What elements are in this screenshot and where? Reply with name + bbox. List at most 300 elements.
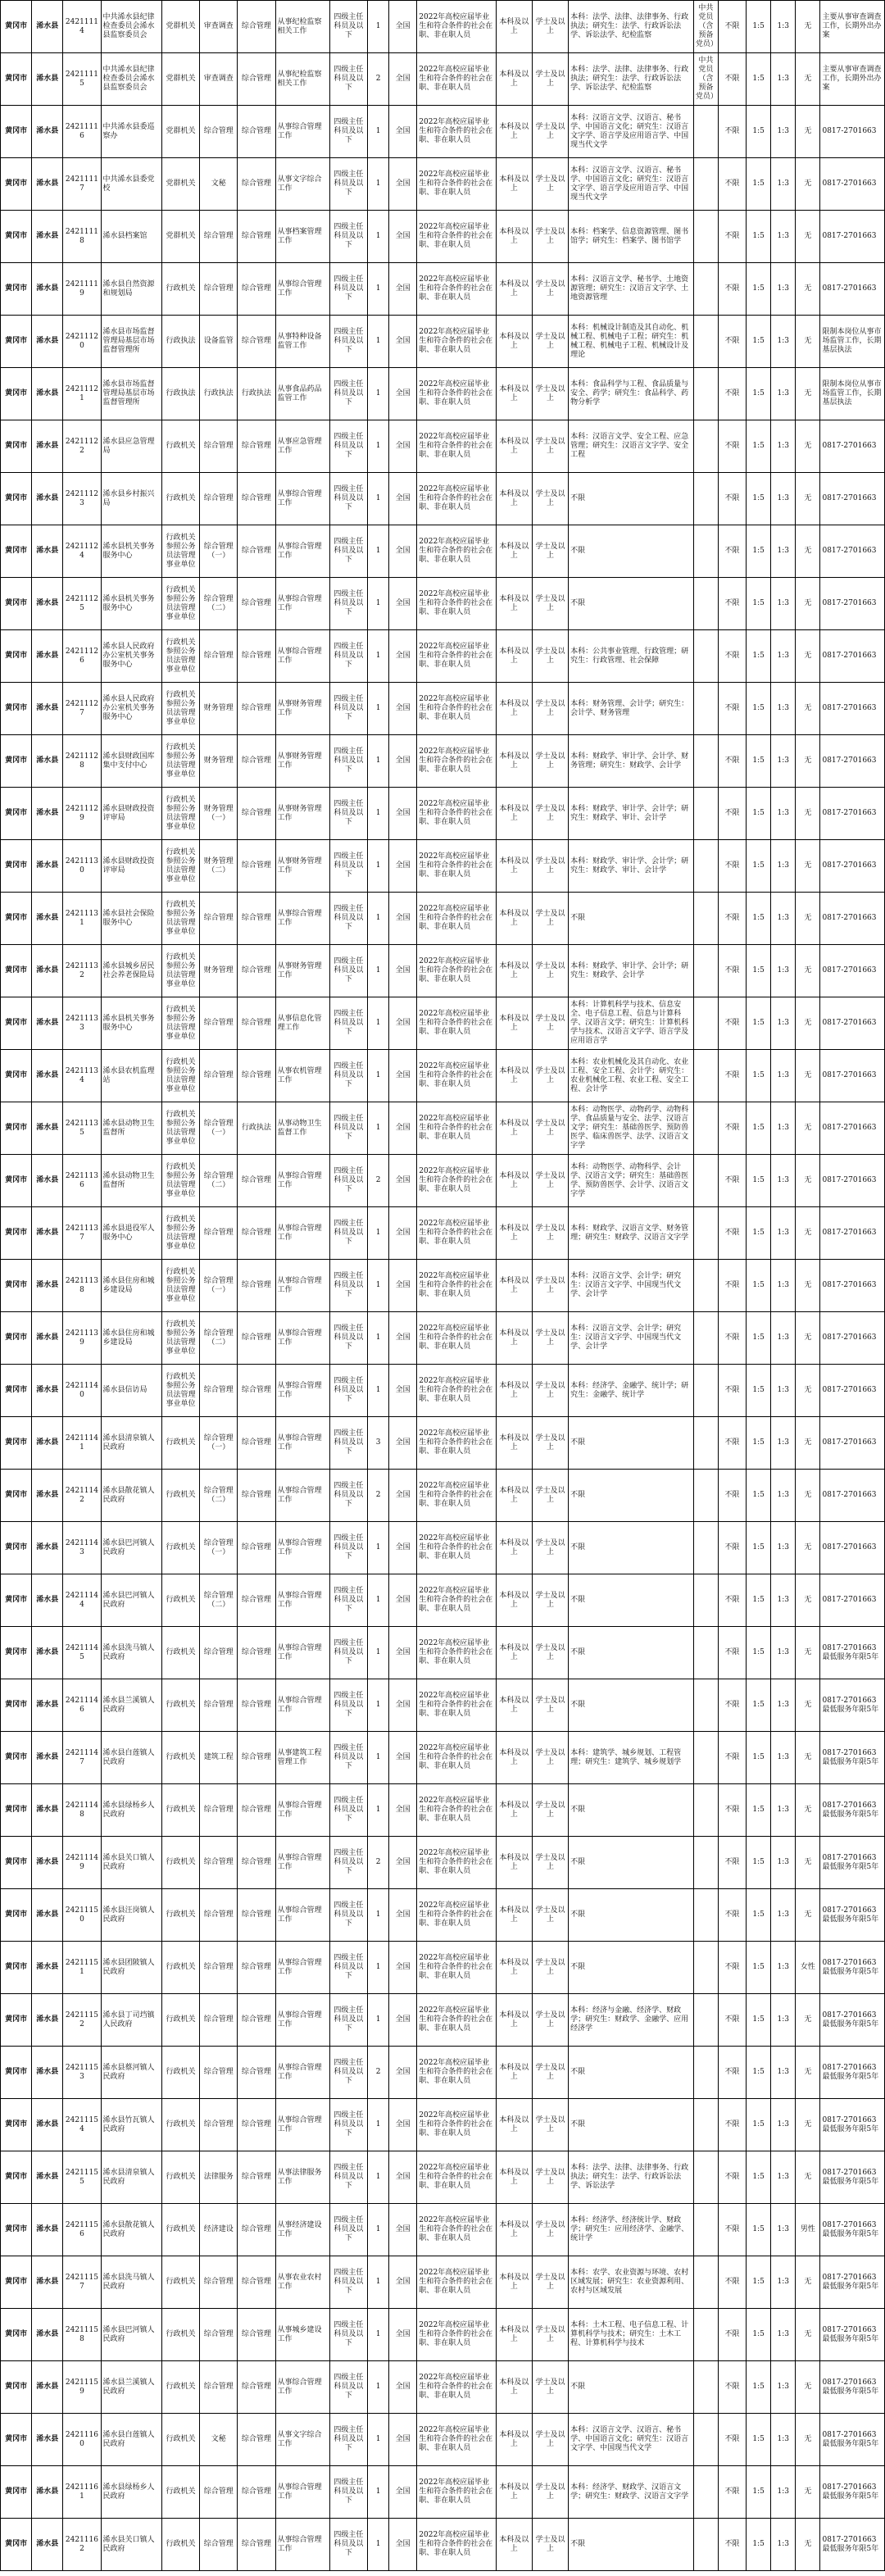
city-cell: 黄冈市 (1, 2361, 32, 2414)
education-cell: 本科及以上 (496, 1102, 532, 1155)
degree-cell: 学士及以上 (532, 1627, 568, 1679)
exam-ratio-cell: 1:3 (771, 1155, 796, 1207)
exam-ratio-cell: 1:3 (771, 1365, 796, 1417)
rank-cell: 四级主任科员及以下 (329, 1942, 367, 1994)
unit-name-cell: 浠水县财政国库集中支付中心 (101, 735, 161, 788)
other-requirements-cell: 无 (796, 473, 820, 525)
position-category-cell: 综合管理 (238, 788, 275, 840)
position-category-cell: 综合管理 (238, 1942, 275, 1994)
unit-type-cell: 行政机关 (161, 1784, 199, 1837)
position-name-cell: 综合管理（一） (200, 1102, 238, 1155)
duties-cell: 从事财务管理工作 (275, 788, 329, 840)
rank-cell: 四级主任科员及以下 (329, 1417, 367, 1470)
degree-cell: 学士及以上 (532, 473, 568, 525)
table-row (1, 2204, 885, 2256)
city-cell: 黄冈市 (1, 1627, 32, 1679)
rank-cell: 四级主任科员及以下 (329, 525, 367, 578)
political-status-cell (693, 525, 718, 578)
rank-cell: 四级主任科员及以下 (329, 2361, 367, 2414)
contact-cell: 0817-2701663 最低服务年限5年 (820, 2204, 885, 2256)
education-cell: 本科及以上 (496, 1155, 532, 1207)
count-cell: 1 (368, 1732, 389, 1784)
region-cell: 全国 (389, 106, 417, 158)
political-status-cell (693, 368, 718, 420)
education-cell: 本科及以上 (496, 420, 532, 473)
applicant-scope-cell: 2022年高校应届毕业生和符合条件的社会在职、非在职人员 (417, 2256, 496, 2309)
count-cell: 1 (368, 368, 389, 420)
position-name-cell: 法律服务 (200, 2151, 238, 2204)
degree-cell: 学士及以上 (532, 2414, 568, 2466)
duties-cell: 从事综合管理工作 (275, 1784, 329, 1837)
county-cell: 浠水县 (32, 945, 63, 997)
count-cell: 1 (368, 2204, 389, 2256)
position-category-cell: 综合管理 (238, 2414, 275, 2466)
unit-type-cell: 行政机关 (161, 1417, 199, 1470)
city-cell: 黄冈市 (1, 1889, 32, 1942)
rank-cell: 四级主任科员及以下 (329, 683, 367, 735)
position-name-cell: 财务管理 (200, 683, 238, 735)
exam-ratio-cell: 1:3 (771, 1784, 796, 1837)
table-row (1, 893, 885, 945)
education-cell: 本科及以上 (496, 2414, 532, 2466)
interview-ratio-cell: 1:5 (747, 630, 771, 683)
count-cell: 1 (368, 1889, 389, 1942)
unit-name-cell: 浠水县巴河镇人民政府 (101, 1522, 161, 1574)
unit-type-cell: 行政机关 (161, 2466, 199, 2519)
duties-cell: 从事综合管理工作 (275, 1942, 329, 1994)
unit-name-cell: 浠水县机关事务服务中心 (101, 578, 161, 630)
education-cell: 本科及以上 (496, 1942, 532, 1994)
contact-cell: 0817-2701663 (820, 997, 885, 1050)
exam-ratio-cell: 1:3 (771, 1574, 796, 1627)
table-row (1, 473, 885, 525)
unit-name-cell: 浠水县团陂镇人民政府 (101, 1942, 161, 1994)
other-requirements-cell: 无 (796, 263, 820, 316)
exam-ratio-cell: 1:3 (771, 1, 796, 53)
position-code-cell: 24211126 (63, 630, 101, 683)
contact-cell: 0817-2701663 (820, 106, 885, 158)
region-cell: 全国 (389, 1, 417, 53)
position-code-cell: 24211152 (63, 1994, 101, 2047)
table-row (1, 158, 885, 211)
political-status-cell (693, 1627, 718, 1679)
applicant-scope-cell: 2022年高校应届毕业生和符合条件的社会在职、非在职人员 (417, 420, 496, 473)
position-category-cell: 综合管理 (238, 1050, 275, 1102)
duties-cell: 从事综合管理工作 (275, 263, 329, 316)
region-cell: 全国 (389, 1365, 417, 1417)
unit-name-cell: 浠水县住房和城乡建设局 (101, 1312, 161, 1365)
county-cell: 浠水县 (32, 1050, 63, 1102)
interview-ratio-cell: 1:5 (747, 473, 771, 525)
major-requirements-cell: 不限 (569, 1470, 694, 1522)
political-status-cell (693, 2309, 718, 2361)
contact-cell: 0817-2701663 (820, 1417, 885, 1470)
county-cell: 浠水县 (32, 2151, 63, 2204)
position-name-cell: 财务管理（一） (200, 788, 238, 840)
education-cell: 本科及以上 (496, 1889, 532, 1942)
position-code-cell: 24211134 (63, 1050, 101, 1102)
county-cell: 浠水县 (32, 1627, 63, 1679)
position-category-cell: 综合管理 (238, 473, 275, 525)
table-row (1, 263, 885, 316)
region-cell: 全国 (389, 578, 417, 630)
duties-cell: 从事综合管理工作 (275, 1417, 329, 1470)
table-row (1, 735, 885, 788)
exam-ratio-cell: 1:3 (771, 2151, 796, 2204)
table-row (1, 2414, 885, 2466)
interview-ratio-cell: 1:5 (747, 420, 771, 473)
age-cell: 不限 (718, 893, 746, 945)
duties-cell: 从事城乡建设工作 (275, 2309, 329, 2361)
contact-cell: 0817-2701663 最低服务年限5年 (820, 1889, 885, 1942)
education-cell: 本科及以上 (496, 1784, 532, 1837)
duties-cell: 从事文字综合工作 (275, 2414, 329, 2466)
duties-cell: 从事综合管理工作 (275, 2466, 329, 2519)
other-requirements-cell: 无 (796, 2151, 820, 2204)
political-status-cell (693, 1942, 718, 1994)
count-cell: 1 (368, 2309, 389, 2361)
table-row (1, 840, 885, 893)
contact-cell: 0817-2701663 (820, 473, 885, 525)
count-cell: 1 (368, 2466, 389, 2519)
degree-cell: 学士及以上 (532, 1732, 568, 1784)
major-requirements-cell: 本科：土木工程、电子信息工程、计算机科学与技术；研究生：土木工程、计算机科学与技术 (569, 2309, 694, 2361)
position-category-cell: 综合管理 (238, 1994, 275, 2047)
duties-cell: 从事纪检监察相关工作 (275, 1, 329, 53)
major-requirements-cell: 本科：计算机科学与技术、信息安全、电子信息工程、信息与计算科学、汉语言文学；研究生：计算机科学与技术、汉语言文字学、语言学及应用语言学 (569, 997, 694, 1050)
applicant-scope-cell: 2022年高校应届毕业生和符合条件的社会在职、非在职人员 (417, 1102, 496, 1155)
duties-cell: 从事应急管理工作 (275, 420, 329, 473)
applicant-scope-cell: 2022年高校应届毕业生和符合条件的社会在职、非在职人员 (417, 2466, 496, 2519)
interview-ratio-cell: 1:5 (747, 1522, 771, 1574)
position-code-cell: 24211125 (63, 578, 101, 630)
count-cell: 1 (368, 211, 389, 263)
position-category-cell: 综合管理 (238, 1155, 275, 1207)
position-name-cell: 综合管理 (200, 2361, 238, 2414)
county-cell: 浠水县 (32, 2466, 63, 2519)
major-requirements-cell: 不限 (569, 2047, 694, 2099)
position-code-cell: 24211135 (63, 1102, 101, 1155)
contact-cell: 0817-2701663 (820, 525, 885, 578)
rank-cell: 四级主任科员及以下 (329, 1207, 367, 1260)
region-cell: 全国 (389, 2361, 417, 2414)
county-cell: 浠水县 (32, 1155, 63, 1207)
duties-cell: 从事档案管理工作 (275, 211, 329, 263)
position-code-cell: 24211139 (63, 1312, 101, 1365)
interview-ratio-cell: 1:5 (747, 683, 771, 735)
applicant-scope-cell: 2022年高校应届毕业生和符合条件的社会在职、非在职人员 (417, 2519, 496, 2571)
position-name-cell: 行政执法 (200, 368, 238, 420)
table-row (1, 578, 885, 630)
contact-cell: 0817-2701663 (820, 735, 885, 788)
exam-ratio-cell: 1:3 (771, 2099, 796, 2151)
age-cell: 不限 (718, 840, 746, 893)
political-status-cell (693, 1679, 718, 1732)
applicant-scope-cell: 2022年高校应届毕业生和符合条件的社会在职、非在职人员 (417, 1050, 496, 1102)
position-category-cell: 综合管理 (238, 1, 275, 53)
county-cell: 浠水县 (32, 1889, 63, 1942)
contact-cell: 0817-2701663 (820, 1365, 885, 1417)
region-cell: 全国 (389, 2151, 417, 2204)
contact-cell: 0817-2701663 最低服务年限5年 (820, 2047, 885, 2099)
education-cell: 本科及以上 (496, 1732, 532, 1784)
unit-name-cell: 中共浠水县委巡察办 (101, 106, 161, 158)
position-code-cell: 24211117 (63, 158, 101, 211)
age-cell: 不限 (718, 2047, 746, 2099)
position-category-cell: 综合管理 (238, 2151, 275, 2204)
city-cell: 黄冈市 (1, 735, 32, 788)
unit-type-cell: 行政机关 (161, 263, 199, 316)
unit-type-cell: 行政机关 (161, 2256, 199, 2309)
unit-type-cell: 行政机关参照公务员法管理事业单位 (161, 997, 199, 1050)
city-cell: 黄冈市 (1, 1679, 32, 1732)
other-requirements-cell: 无 (796, 1732, 820, 1784)
education-cell: 本科及以上 (496, 525, 532, 578)
duties-cell: 从事综合管理工作 (275, 1470, 329, 1522)
contact-cell: 0817-2701663 (820, 683, 885, 735)
position-category-cell: 综合管理 (238, 1732, 275, 1784)
position-category-cell: 综合管理 (238, 2256, 275, 2309)
age-cell: 不限 (718, 1312, 746, 1365)
unit-type-cell: 行政执法 (161, 316, 199, 368)
other-requirements-cell: 无 (796, 2047, 820, 2099)
applicant-scope-cell: 2022年高校应届毕业生和符合条件的社会在职、非在职人员 (417, 106, 496, 158)
position-code-cell: 24211151 (63, 1942, 101, 1994)
contact-cell: 0817-2701663 (820, 788, 885, 840)
major-requirements-cell: 本科：财政学、汉语言文学、财务管理；研究生：财政学、汉语言文字学 (569, 1207, 694, 1260)
age-cell: 不限 (718, 1627, 746, 1679)
position-category-cell: 综合管理 (238, 1365, 275, 1417)
table-row (1, 2309, 885, 2361)
other-requirements-cell: 无 (796, 420, 820, 473)
degree-cell: 学士及以上 (532, 1417, 568, 1470)
position-code-cell: 24211153 (63, 2047, 101, 2099)
degree-cell: 学士及以上 (532, 630, 568, 683)
count-cell: 1 (368, 1942, 389, 1994)
unit-name-cell: 浠水县动物卫生监督所 (101, 1102, 161, 1155)
education-cell: 本科及以上 (496, 630, 532, 683)
count-cell: 2 (368, 1837, 389, 1889)
unit-type-cell: 行政机关 (161, 1994, 199, 2047)
degree-cell: 学士及以上 (532, 2361, 568, 2414)
political-status-cell (693, 211, 718, 263)
position-code-cell: 24211143 (63, 1522, 101, 1574)
count-cell: 1 (368, 788, 389, 840)
table-row (1, 997, 885, 1050)
political-status-cell (693, 2151, 718, 2204)
unit-type-cell: 党群机关 (161, 106, 199, 158)
unit-name-cell: 中共浠水县纪律检查委员会浠水县监察委员会 (101, 53, 161, 106)
rank-cell: 四级主任科员及以下 (329, 788, 367, 840)
age-cell: 不限 (718, 997, 746, 1050)
interview-ratio-cell: 1:5 (747, 1365, 771, 1417)
county-cell: 浠水县 (32, 525, 63, 578)
count-cell: 1 (368, 1522, 389, 1574)
table-row (1, 2519, 885, 2571)
county-cell: 浠水县 (32, 106, 63, 158)
rank-cell: 四级主任科员及以下 (329, 1522, 367, 1574)
position-code-cell: 24211114 (63, 1, 101, 53)
degree-cell: 学士及以上 (532, 1207, 568, 1260)
interview-ratio-cell: 1:5 (747, 1784, 771, 1837)
contact-cell: 0817-2701663 最低服务年限5年 (820, 2309, 885, 2361)
political-status-cell (693, 945, 718, 997)
position-category-cell: 综合管理 (238, 1784, 275, 1837)
county-cell: 浠水县 (32, 683, 63, 735)
other-requirements-cell: 无 (796, 1260, 820, 1312)
region-cell: 全国 (389, 997, 417, 1050)
exam-ratio-cell: 1:3 (771, 1889, 796, 1942)
table-row (1, 630, 885, 683)
count-cell: 1 (368, 316, 389, 368)
unit-type-cell: 行政机关 (161, 1470, 199, 1522)
political-status-cell (693, 1102, 718, 1155)
position-code-cell: 24211146 (63, 1679, 101, 1732)
contact-cell: 0817-2701663 (820, 893, 885, 945)
duties-cell: 从事动物卫生监督工作 (275, 1102, 329, 1155)
age-cell: 不限 (718, 1942, 746, 1994)
city-cell: 黄冈市 (1, 1470, 32, 1522)
age-cell: 不限 (718, 368, 746, 420)
city-cell: 黄冈市 (1, 525, 32, 578)
education-cell: 本科及以上 (496, 2256, 532, 2309)
applicant-scope-cell: 2022年高校应届毕业生和符合条件的社会在职、非在职人员 (417, 1994, 496, 2047)
county-cell: 浠水县 (32, 473, 63, 525)
major-requirements-cell: 本科：动物医学、动物科学、会计学、汉语言文学；研究生：基础兽医学、预防兽医学、会计学、汉语言文字学 (569, 1155, 694, 1207)
major-requirements-cell: 本科：财政学、审计学、会计学；研究生：财政学、会计学 (569, 945, 694, 997)
duties-cell: 从事综合管理工作 (275, 106, 329, 158)
count-cell: 2 (368, 53, 389, 106)
political-status-cell (693, 735, 718, 788)
rank-cell: 四级主任科员及以下 (329, 1994, 367, 2047)
region-cell: 全国 (389, 1627, 417, 1679)
other-requirements-cell: 无 (796, 997, 820, 1050)
position-name-cell: 综合管理 (200, 1627, 238, 1679)
table-row (1, 1784, 885, 1837)
education-cell: 本科及以上 (496, 1417, 532, 1470)
major-requirements-cell: 不限 (569, 1889, 694, 1942)
count-cell: 1 (368, 997, 389, 1050)
city-cell: 黄冈市 (1, 1102, 32, 1155)
interview-ratio-cell: 1:5 (747, 2414, 771, 2466)
position-code-cell: 24211155 (63, 2151, 101, 2204)
city-cell: 黄冈市 (1, 1312, 32, 1365)
rank-cell: 四级主任科员及以下 (329, 2519, 367, 2571)
region-cell: 全国 (389, 2414, 417, 2466)
education-cell: 本科及以上 (496, 1679, 532, 1732)
unit-type-cell: 行政机关 (161, 1627, 199, 1679)
duties-cell: 从事综合管理工作 (275, 893, 329, 945)
rank-cell: 四级主任科员及以下 (329, 1889, 367, 1942)
degree-cell: 学士及以上 (532, 735, 568, 788)
degree-cell: 学士及以上 (532, 2099, 568, 2151)
degree-cell: 学士及以上 (532, 788, 568, 840)
unit-type-cell: 行政机关参照公务员法管理事业单位 (161, 1050, 199, 1102)
applicant-scope-cell: 2022年高校应届毕业生和符合条件的社会在职、非在职人员 (417, 1889, 496, 1942)
unit-name-cell: 中共浠水县纪律检查委员会浠水县监察委员会 (101, 1, 161, 53)
degree-cell: 学士及以上 (532, 2047, 568, 2099)
exam-ratio-cell: 1:3 (771, 1837, 796, 1889)
major-requirements-cell: 本科：财政学、审计学、会计学；研究生：财政学、审计、会计学 (569, 788, 694, 840)
region-cell: 全国 (389, 263, 417, 316)
region-cell: 全国 (389, 630, 417, 683)
position-category-cell: 综合管理 (238, 1837, 275, 1889)
region-cell: 全国 (389, 1522, 417, 1574)
age-cell: 不限 (718, 1732, 746, 1784)
applicant-scope-cell: 2022年高校应届毕业生和符合条件的社会在职、非在职人员 (417, 1679, 496, 1732)
count-cell: 1 (368, 683, 389, 735)
table-row (1, 525, 885, 578)
count-cell: 1 (368, 2099, 389, 2151)
city-cell: 黄冈市 (1, 1260, 32, 1312)
position-name-cell: 综合管理（一） (200, 1417, 238, 1470)
table-row (1, 1365, 885, 1417)
table-row (1, 2151, 885, 2204)
position-name-cell: 建筑工程 (200, 1732, 238, 1784)
count-cell: 1 (368, 2256, 389, 2309)
political-status-cell (693, 1155, 718, 1207)
rank-cell: 四级主任科员及以下 (329, 1155, 367, 1207)
county-cell: 浠水县 (32, 368, 63, 420)
rank-cell: 四级主任科员及以下 (329, 2309, 367, 2361)
duties-cell: 从事综合管理工作 (275, 1365, 329, 1417)
unit-name-cell: 浠水县绿杨乡人民政府 (101, 2466, 161, 2519)
interview-ratio-cell: 1:5 (747, 2309, 771, 2361)
city-cell: 黄冈市 (1, 106, 32, 158)
city-cell: 黄冈市 (1, 2309, 32, 2361)
contact-cell: 0817-2701663 最低服务年限5年 (820, 2466, 885, 2519)
age-cell: 不限 (718, 2519, 746, 2571)
interview-ratio-cell: 1:5 (747, 1889, 771, 1942)
position-category-cell: 综合管理 (238, 53, 275, 106)
applicant-scope-cell: 2022年高校应届毕业生和符合条件的社会在职、非在职人员 (417, 735, 496, 788)
rank-cell: 四级主任科员及以下 (329, 1260, 367, 1312)
contact-cell: 0817-2701663 最低服务年限5年 (820, 1679, 885, 1732)
major-requirements-cell: 本科：机械设计制造及其自动化、机械工程、机械电子工程；研究生：机械工程、机械电子工程、机械设计及理论 (569, 316, 694, 368)
unit-type-cell: 行政机关参照公务员法管理事业单位 (161, 1260, 199, 1312)
position-code-cell: 24211149 (63, 1837, 101, 1889)
contact-cell: 0817-2701663 (820, 1155, 885, 1207)
unit-name-cell: 浠水县白莲镇人民政府 (101, 2414, 161, 2466)
city-cell: 黄冈市 (1, 1837, 32, 1889)
major-requirements-cell: 本科：汉语言文学、汉语言、秘书学、中国语言文化；研究生：汉语言文字学、语言学及应用语言学、中国现当代文学 (569, 158, 694, 211)
region-cell: 全国 (389, 420, 417, 473)
county-cell: 浠水县 (32, 1732, 63, 1784)
duties-cell: 从事财务管理工作 (275, 945, 329, 997)
degree-cell: 学士及以上 (532, 1522, 568, 1574)
position-name-cell: 综合管理 (200, 263, 238, 316)
rank-cell: 四级主任科员及以下 (329, 735, 367, 788)
table-row (1, 1260, 885, 1312)
count-cell: 1 (368, 420, 389, 473)
major-requirements-cell: 本科：农学、农业资源与环境、农村区域发展；研究生：农业资源利用、农村与区域发展 (569, 2256, 694, 2309)
age-cell: 不限 (718, 735, 746, 788)
age-cell: 不限 (718, 1207, 746, 1260)
exam-ratio-cell: 1:3 (771, 1732, 796, 1784)
contact-cell: 限制本岗位从事市场监管工作，长期基层执法 (820, 316, 885, 368)
table-row (1, 420, 885, 473)
position-name-cell: 综合管理（二） (200, 578, 238, 630)
applicant-scope-cell: 2022年高校应届毕业生和符合条件的社会在职、非在职人员 (417, 53, 496, 106)
region-cell: 全国 (389, 211, 417, 263)
rank-cell: 四级主任科员及以下 (329, 2047, 367, 2099)
city-cell: 黄冈市 (1, 2414, 32, 2466)
contact-cell: 0817-2701663 (820, 578, 885, 630)
unit-name-cell: 浠水县住房和城乡建设局 (101, 1260, 161, 1312)
region-cell: 全国 (389, 1260, 417, 1312)
unit-name-cell: 浠水县社会保险服务中心 (101, 893, 161, 945)
city-cell: 黄冈市 (1, 420, 32, 473)
